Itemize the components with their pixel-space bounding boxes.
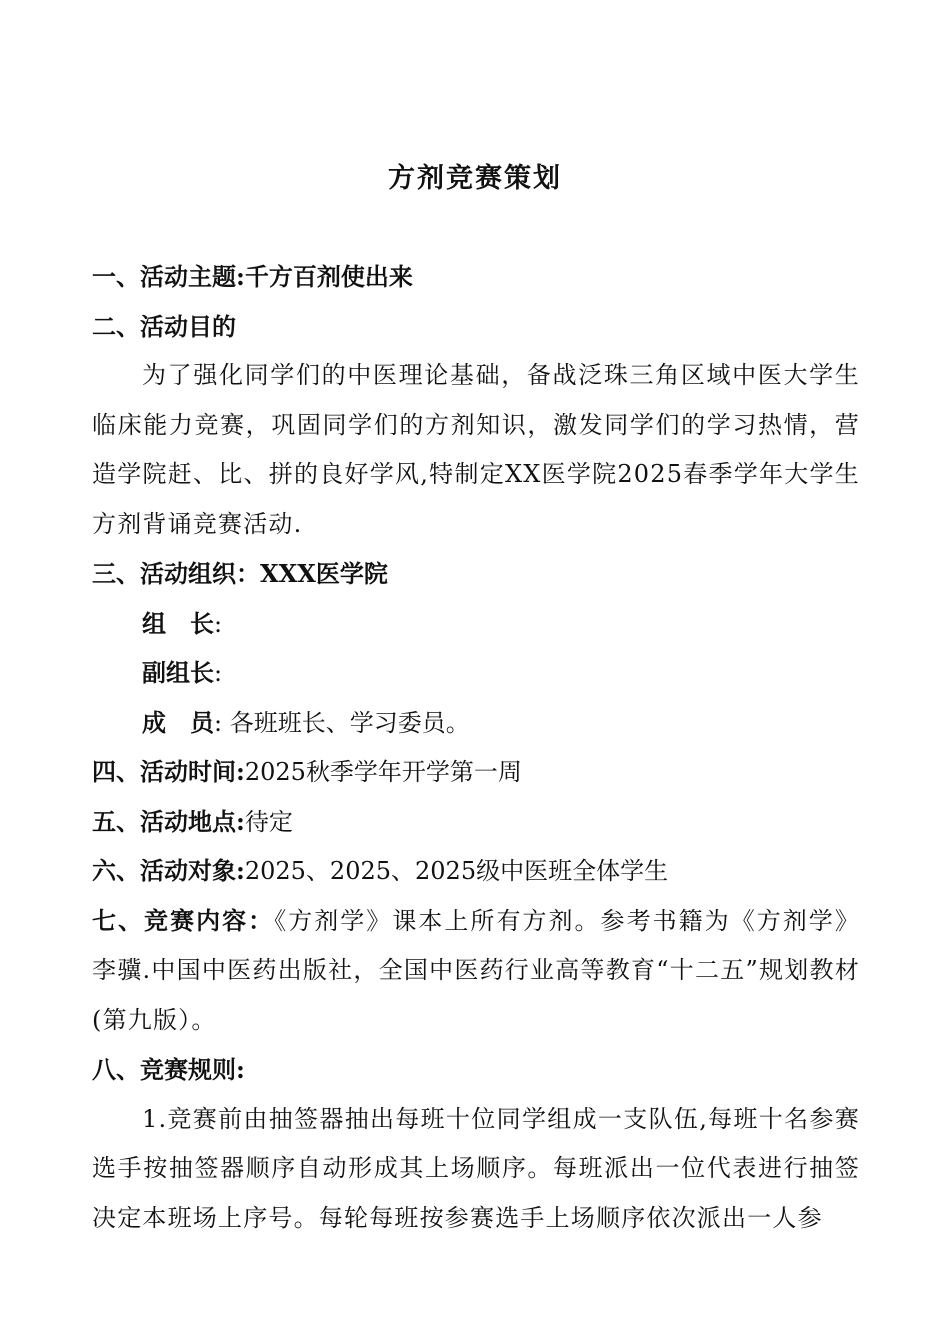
org-leader-label: 组 长 [142,608,214,638]
document-body [92,252,860,1243]
section-organization [92,549,860,599]
section-rules-heading: 八、竞赛规则: [92,1055,245,1084]
section-participants [92,846,860,896]
section-location-heading: 五、活动地点: [92,806,245,836]
section-theme-heading: 一、活动主题: [92,262,245,291]
section-content [92,896,860,1046]
section-rules-paragraph: 1.竞赛前由抽签器抽出每班十位同学组成一支队伍,每班十名参赛选手按抽签器顺序自动形成其上场顺序。每班派出一位代表进行抽签决定本班场上序号。每轮每班按参赛选手上场顺序依次派出一人参 [92,1104,860,1232]
org-member-value: : 各班班长、学习委员。 [214,708,470,737]
section-content-heading: 七、竞赛内容： [92,905,275,935]
org-member-label: 成 员 [142,707,214,737]
org-deputy-label: 副组长 [142,658,214,687]
section-time-heading: 四、活动时间: [92,757,245,786]
section-location-value: 待定 [244,807,293,836]
section-participants-value: 2025、2025、2025级中医班全体学生 [244,857,669,885]
section-participants-heading: 六、活动对象: [92,856,245,885]
section-purpose-heading: 二、活动目的 [92,311,236,341]
document-title: 方剂竞赛策划 [388,163,562,194]
section-time-value: 2025秋季学年开学第一周 [244,758,522,786]
section-theme-value: 千方百剂使出来 [244,262,413,291]
section-organization-heading: 三、活动组织： [92,559,260,588]
section-time [92,747,860,797]
section-content-value: 《方剂学》课本上所有方剂。参考书籍为《方剂学》李骥.中国中医药出版社，全国中医药行业高等教育“十二五”规划教材(第九版）。 [92,906,860,1034]
org-member-row [92,698,860,748]
section-theme [92,252,860,302]
section-organization-value: XXX医学院 [260,559,388,588]
org-deputy-colon: : [214,659,223,687]
org-leader-colon: : [214,609,223,638]
org-deputy-row [92,648,860,698]
section-purpose [92,302,860,352]
section-purpose-paragraph: 为了强化同学们的中医理论基础，备战泛珠三角区域中医大学生临床能力竞赛，巩固同学们的方剂知识，激发同学们的学习热情，营造学院赶、比、拼的良好学风,特制定XX医学院2025春季学年大学生方剂背诵竞赛活动. [92,361,860,538]
section-rules [92,1045,860,1095]
org-leader-row [92,599,860,649]
section-location [92,797,860,847]
